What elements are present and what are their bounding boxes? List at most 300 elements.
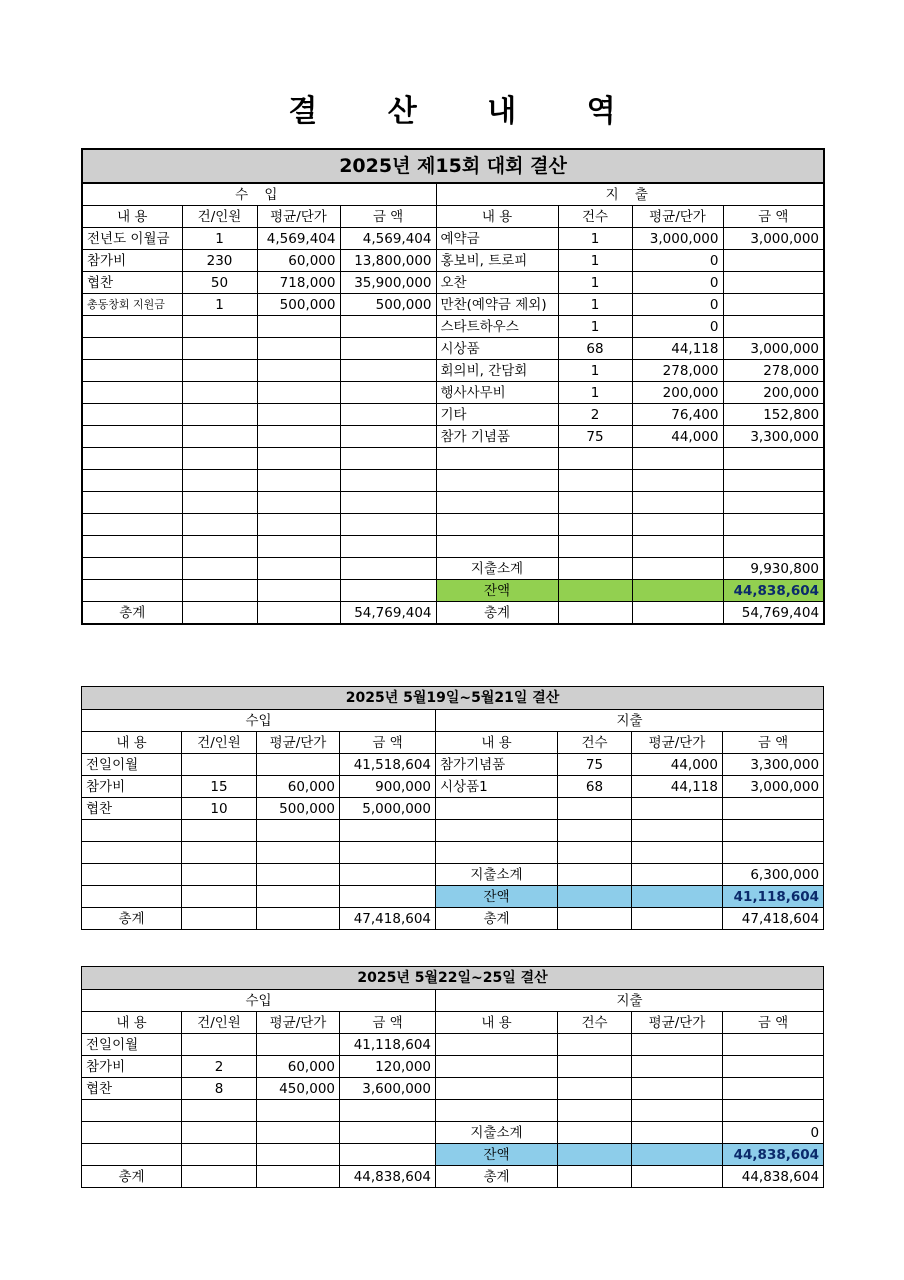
income-count: 2 [182,1056,257,1078]
column-header-row [82,206,824,228]
expense-count [558,820,632,842]
expense-amount [723,820,824,842]
expense-count [558,492,632,514]
income-unit-price: 718,000 [257,272,340,294]
income-count: 10 [182,798,257,820]
expense-header: 지출 [436,990,824,1012]
expense-count [558,1034,632,1056]
income-amount [340,338,436,360]
income-count: 1 [182,294,257,316]
expense-count [558,536,632,558]
table-row [82,228,824,250]
total-expense: 44,838,604 [723,1166,824,1188]
table-body [82,149,824,228]
table-footer [82,558,824,625]
income-count [182,536,257,558]
balance-value: 41,118,604 [723,886,824,908]
expense-amount: 3,000,000 [723,776,824,798]
expense-item [436,820,558,842]
expense-item [436,1056,558,1078]
total-income: 47,418,604 [340,908,436,930]
table-row [82,514,824,536]
col-avg-unit: 평균/단가 [632,732,723,754]
col-count-people: 건/인원 [182,732,257,754]
table-rows [82,1034,824,1122]
income-count [182,426,257,448]
income-item: 참가비 [82,250,182,272]
col-amount: 금 액 [340,732,436,754]
expense-amount: 3,300,000 [723,426,824,448]
income-amount: 900,000 [340,776,436,798]
expense-unit-price: 44,000 [632,754,723,776]
settlement-table-1 [81,148,825,625]
income-amount: 4,569,404 [340,228,436,250]
income-count [182,382,257,404]
expense-amount [723,1100,824,1122]
table-row [82,536,824,558]
expense-count: 68 [558,776,632,798]
income-amount: 41,118,604 [340,1034,436,1056]
table-title-row [82,967,824,990]
income-item: 참가비 [82,1056,182,1078]
table-row [82,294,824,316]
expense-count: 1 [558,250,632,272]
income-amount [340,536,436,558]
income-unit-price: 450,000 [257,1078,340,1100]
expense-item [436,1034,558,1056]
expense-item: 만찬(예약금 제외) [436,294,558,316]
income-count: 50 [182,272,257,294]
income-amount [340,842,436,864]
col-count-people: 건/인원 [182,206,257,228]
expense-amount [723,536,824,558]
expense-count: 68 [558,338,632,360]
income-amount: 3,600,000 [340,1078,436,1100]
income-item [82,360,182,382]
col-item: 내 용 [436,206,558,228]
table-title: 2025년 5월19일~5월21일 결산 [82,687,824,710]
income-count [182,514,257,536]
income-item: 협찬 [82,1078,182,1100]
income-amount [340,426,436,448]
income-count [182,448,257,470]
table-row [82,404,824,426]
income-header: 수입 [82,710,436,732]
table-title-row [82,687,824,710]
income-amount [340,514,436,536]
expense-count [558,1078,632,1100]
income-amount [340,470,436,492]
income-count [182,842,257,864]
col-avg-unit: 평균/단가 [632,1012,723,1034]
expense-amount [723,272,824,294]
expense-amount: 200,000 [723,382,824,404]
income-unit-price: 500,000 [257,294,340,316]
income-item [82,316,182,338]
expense-unit-price: 0 [632,272,723,294]
expense-unit-price: 0 [632,294,723,316]
expense-count: 2 [558,404,632,426]
balance-value: 44,838,604 [723,580,824,602]
expense-unit-price [632,470,723,492]
expense-item [436,1078,558,1100]
expense-count: 1 [558,228,632,250]
income-item [82,820,182,842]
expense-item: 행사사무비 [436,382,558,404]
balance-row [82,886,824,908]
expense-unit-price [632,536,723,558]
total-expense: 47,418,604 [723,908,824,930]
expense-item: 시상품 [436,338,558,360]
table-row [82,754,824,776]
income-amount: 41,518,604 [340,754,436,776]
expense-count [558,514,632,536]
income-amount: 35,900,000 [340,272,436,294]
expense-item [436,798,558,820]
income-item: 전일이월 [82,1034,182,1056]
income-amount [340,820,436,842]
income-count [182,404,257,426]
expense-unit-price [632,842,723,864]
expense-amount [723,514,824,536]
col-item: 내 용 [436,732,558,754]
income-count [182,338,257,360]
table-title: 2025년 5월22일~25일 결산 [82,967,824,990]
expense-item [436,514,558,536]
expense-item: 시상품1 [436,776,558,798]
expense-count: 75 [558,754,632,776]
table-rows [82,754,824,864]
income-item: 협찬 [82,798,182,820]
income-unit-price [257,382,340,404]
income-amount: 120,000 [340,1056,436,1078]
income-amount: 5,000,000 [340,798,436,820]
income-amount [340,316,436,338]
column-header-row [82,732,824,754]
expense-unit-price [632,514,723,536]
subtotal-row [82,558,824,580]
income-count: 1 [182,228,257,250]
expense-unit-price [632,1078,723,1100]
income-header: 수입 [82,990,436,1012]
total-row [82,908,824,930]
table-body [82,967,824,1034]
expense-item [436,536,558,558]
income-unit-price [257,448,340,470]
subtotal-value: 0 [723,1122,824,1144]
total-income: 54,769,404 [340,602,436,625]
subtotal-label: 지출소계 [436,1122,558,1144]
income-amount [340,492,436,514]
table-row [82,448,824,470]
income-count [182,470,257,492]
income-item [82,536,182,558]
total-row [82,602,824,625]
expense-unit-price: 0 [632,316,723,338]
expense-item [436,470,558,492]
income-item [82,382,182,404]
income-header: 수 입 [82,183,436,206]
balance-row [82,1144,824,1166]
table-row [82,842,824,864]
col-avg-unit: 평균/단가 [257,1012,340,1034]
total-label: 총계 [82,602,182,625]
expense-item [436,492,558,514]
section-header-row [82,710,824,732]
table-title-row [82,149,824,183]
income-unit-price [257,338,340,360]
total-expense: 54,769,404 [723,602,824,625]
table-row [82,272,824,294]
income-unit-price [257,1034,340,1056]
income-item [82,842,182,864]
expense-unit-price [632,448,723,470]
document-title: 결 산 내 역 [288,94,646,129]
income-amount [340,360,436,382]
expense-unit-price: 76,400 [632,404,723,426]
expense-count [558,1056,632,1078]
expense-unit-price [632,1056,723,1078]
expense-count [558,1100,632,1122]
table-row [82,360,824,382]
expense-amount [723,1034,824,1056]
expense-item: 참가기념품 [436,754,558,776]
expense-unit-price [632,798,723,820]
expense-amount [723,1056,824,1078]
income-unit-price: 60,000 [257,250,340,272]
expense-unit-price: 44,118 [632,776,723,798]
income-count [182,1034,257,1056]
col-count: 건수 [558,206,632,228]
total-label-expense: 총계 [436,908,558,930]
expense-amount [723,798,824,820]
col-count: 건수 [558,732,632,754]
table-row [82,1078,824,1100]
table-row [82,798,824,820]
expense-item: 참가 기념품 [436,426,558,448]
expense-item: 기타 [436,404,558,426]
income-count [182,820,257,842]
income-unit-price [257,754,340,776]
col-amount: 금 액 [340,1012,436,1034]
column-header-row [82,1012,824,1034]
subtotal-value: 6,300,000 [723,864,824,886]
table-row [82,470,824,492]
expense-item: 회의비, 간담회 [436,360,558,382]
expense-item [436,1100,558,1122]
expense-unit-price [632,492,723,514]
total-label-expense: 총계 [436,602,558,625]
section-header-row [82,183,824,206]
expense-amount: 3,000,000 [723,228,824,250]
expense-amount: 3,300,000 [723,754,824,776]
income-unit-price: 60,000 [257,1056,340,1078]
col-item: 내 용 [82,732,182,754]
expense-count: 1 [558,294,632,316]
income-count [182,360,257,382]
balance-row [82,580,824,602]
table-row [82,250,824,272]
col-avg-unit: 평균/단가 [632,206,723,228]
table-row [82,820,824,842]
col-count-people: 건/인원 [182,1012,257,1034]
income-count: 8 [182,1078,257,1100]
income-item [82,514,182,536]
table-title: 2025년 제15회 대회 결산 [82,149,824,183]
table-row [82,1056,824,1078]
balance-value: 44,838,604 [723,1144,824,1166]
income-item: 총동창회 지원금 [82,294,182,316]
expense-amount [723,492,824,514]
total-row [82,1166,824,1188]
income-amount: 500,000 [340,294,436,316]
expense-count: 1 [558,316,632,338]
balance-label: 잔액 [436,886,558,908]
expense-amount [723,470,824,492]
income-amount [340,382,436,404]
income-unit-price [257,492,340,514]
table-rows [82,228,824,558]
col-amount: 금 액 [723,1012,824,1034]
subtotal-label: 지출소계 [436,558,558,580]
income-unit-price [257,404,340,426]
table-row [82,426,824,448]
expense-count [558,470,632,492]
income-unit-price: 4,569,404 [257,228,340,250]
expense-amount: 3,000,000 [723,338,824,360]
table-row [82,1034,824,1056]
income-unit-price [257,1100,340,1122]
col-item: 내 용 [436,1012,558,1034]
expense-unit-price: 44,118 [632,338,723,360]
income-item [82,1100,182,1122]
income-item: 참가비 [82,776,182,798]
table-row [82,776,824,798]
expense-header: 지출 [436,710,824,732]
income-item [82,492,182,514]
income-unit-price [257,470,340,492]
income-unit-price [257,536,340,558]
expense-item [436,842,558,864]
expense-unit-price [632,1034,723,1056]
expense-amount [723,250,824,272]
income-count [182,492,257,514]
balance-label: 잔액 [436,580,558,602]
expense-unit-price: 200,000 [632,382,723,404]
expense-unit-price [632,820,723,842]
table-row [82,1100,824,1122]
expense-amount [723,294,824,316]
col-avg-unit: 평균/단가 [257,732,340,754]
expense-amount: 152,800 [723,404,824,426]
expense-count [558,842,632,864]
expense-count: 1 [558,360,632,382]
income-amount [340,404,436,426]
income-unit-price [257,360,340,382]
col-count: 건수 [558,1012,632,1034]
income-unit-price [257,820,340,842]
expense-count: 1 [558,382,632,404]
income-item [82,404,182,426]
total-label: 총계 [82,908,182,930]
col-item: 내 용 [82,206,182,228]
table-row [82,338,824,360]
settlement-table-3 [81,966,824,1188]
expense-count: 75 [558,426,632,448]
subtotal-row [82,864,824,886]
col-amount: 금 액 [723,732,824,754]
expense-amount [723,448,824,470]
income-unit-price [257,514,340,536]
expense-item: 홍보비, 트로피 [436,250,558,272]
income-item: 전년도 이월금 [82,228,182,250]
expense-unit-price: 3,000,000 [632,228,723,250]
income-count [182,316,257,338]
income-unit-price: 500,000 [257,798,340,820]
total-label-expense: 총계 [436,1166,558,1188]
total-label: 총계 [82,1166,182,1188]
expense-count [558,448,632,470]
income-item [82,338,182,360]
income-item [82,426,182,448]
balance-label: 잔액 [436,1144,558,1166]
expense-item: 스타트하우스 [436,316,558,338]
expense-amount: 278,000 [723,360,824,382]
income-unit-price [257,426,340,448]
expense-amount [723,316,824,338]
income-count [182,1100,257,1122]
col-amount: 금 액 [723,206,824,228]
table-footer [82,1122,824,1188]
expense-unit-price: 278,000 [632,360,723,382]
subtotal-label: 지출소계 [436,864,558,886]
income-unit-price [257,316,340,338]
income-count [182,754,257,776]
expense-item: 예약금 [436,228,558,250]
section-header-row [82,990,824,1012]
income-count: 15 [182,776,257,798]
expense-amount [723,1078,824,1100]
table-row [82,316,824,338]
income-item [82,448,182,470]
table-footer [82,864,824,930]
income-item [82,470,182,492]
col-item: 내 용 [82,1012,182,1034]
expense-header: 지 출 [436,183,824,206]
expense-item: 오찬 [436,272,558,294]
expense-amount [723,842,824,864]
income-count: 230 [182,250,257,272]
table-row [82,492,824,514]
expense-unit-price: 0 [632,250,723,272]
settlement-table-2 [81,686,824,930]
income-unit-price [257,842,340,864]
col-amount: 금 액 [340,206,436,228]
income-item: 전일이월 [82,754,182,776]
income-unit-price: 60,000 [257,776,340,798]
income-amount: 13,800,000 [340,250,436,272]
table-body [82,687,824,754]
table-row [82,382,824,404]
expense-count [558,798,632,820]
expense-item [436,448,558,470]
col-avg-unit: 평균/단가 [257,206,340,228]
subtotal-row [82,1122,824,1144]
subtotal-value: 9,930,800 [723,558,824,580]
income-amount [340,448,436,470]
total-income: 44,838,604 [340,1166,436,1188]
income-amount [340,1100,436,1122]
